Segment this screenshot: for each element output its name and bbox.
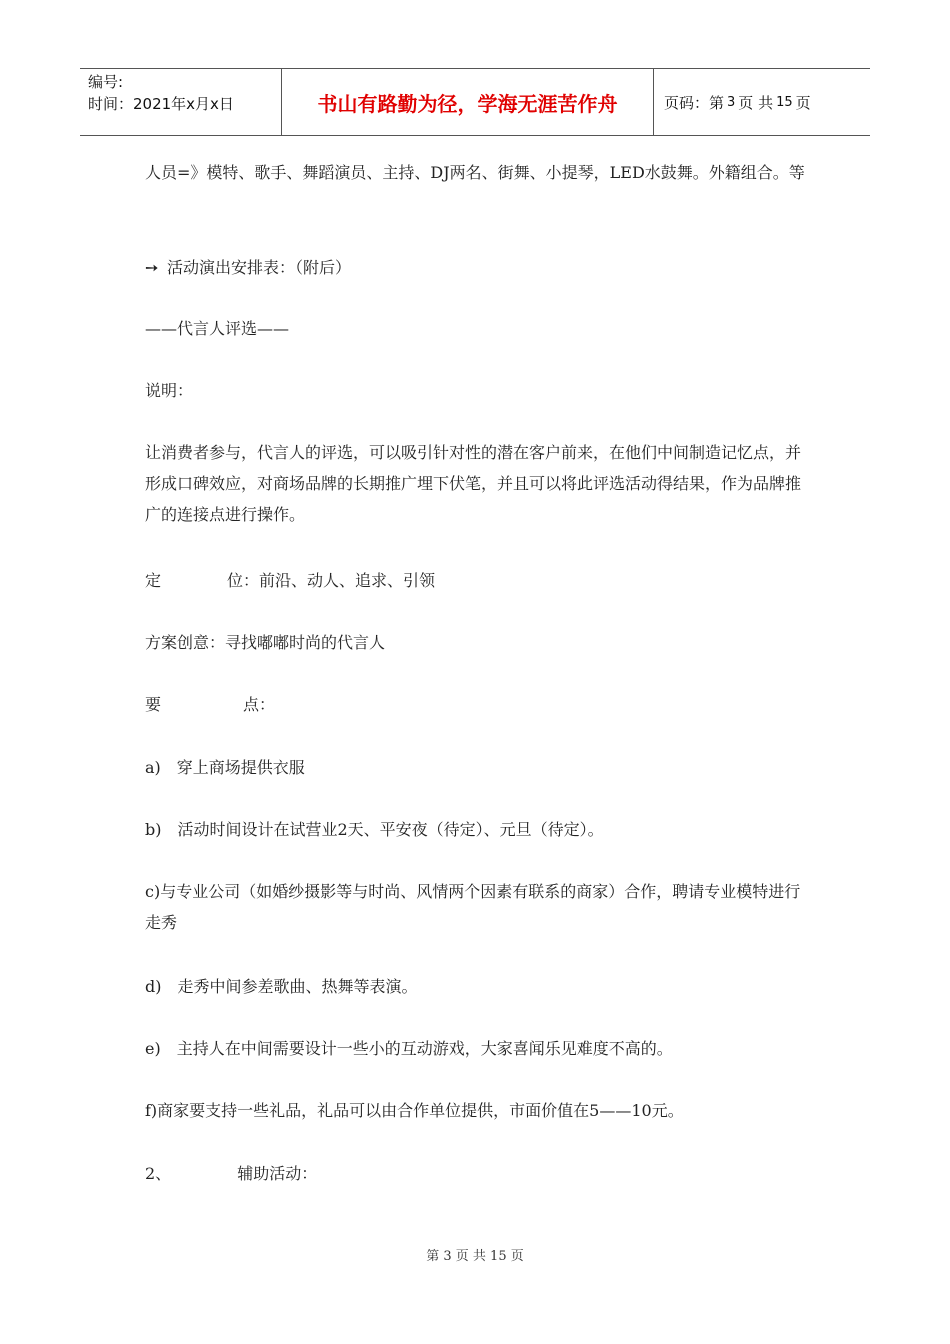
- list-item: a) 穿上商场提供衣服: [145, 758, 305, 777]
- explanation-label: 说明：: [145, 381, 194, 400]
- list-item: e) 主持人在中间需要设计一些小的互动游戏，大家喜闻乐见难度不高的。: [145, 1039, 673, 1058]
- key-points-label: [145, 689, 815, 720]
- page-mid-label: 页 共: [738, 93, 774, 112]
- header-meta: [80, 69, 282, 135]
- page-total: 15: [776, 94, 793, 110]
- explanation-paragraph: 让消费者参与，代言人的评选，可以吸引针对性的潜在客户前来，在他们中间制造记忆点，并形成口碑效应，对商场品牌的长期推广埋下伏笔，并且可以将此评选活动得结果，作为品牌推广的连接点进行操作。: [145, 443, 802, 524]
- page-footer: 第 3 页 共 15 页: [426, 1249, 524, 1264]
- positioning-line: [145, 565, 815, 596]
- section-heading: ——代言人评选——: [145, 319, 290, 338]
- schedule-line: [145, 252, 815, 283]
- list-item: c)与专业公司（如婚纱摄影等与时尚、风情两个因素有联系的商家）合作，聘请专业模特进行走秀: [145, 882, 801, 932]
- auxiliary-number: 2、: [145, 1164, 172, 1183]
- positioning-label-start: 定: [145, 571, 162, 590]
- page-number: 3: [727, 94, 736, 110]
- header-page-info: [654, 69, 870, 135]
- header-motto: 书山有路勤为径，学海无涯苦作舟: [282, 69, 654, 135]
- creative-line: 方案创意：寻找嘟嘟时尚的代言人: [145, 633, 386, 652]
- list-item: f)商家要支持一些礼品，礼品可以由合作单位提供，市面价值在5——10元。: [145, 1101, 684, 1120]
- key-points-label-start: 要: [145, 695, 162, 714]
- positioning-text: 位：前沿、动人、追求、引领: [227, 571, 436, 590]
- list-item: b) 活动时间设计在试营业2天、平安夜（待定）、元旦（待定）。: [145, 820, 604, 839]
- list-item: d) 走秀中间参差歌曲、热舞等表演。: [145, 977, 418, 996]
- auxiliary-heading: [145, 1158, 815, 1189]
- document-number-label: 编号:: [88, 73, 124, 91]
- schedule-text: 活动演出安排表：（附后）: [167, 258, 352, 277]
- page-header: [80, 68, 870, 136]
- document-date: 时间：2021年x月x日: [88, 95, 234, 113]
- page-label: 页码：第: [664, 93, 725, 112]
- page-end-label: 页: [795, 93, 811, 112]
- auxiliary-label: 辅助活动：: [237, 1164, 318, 1183]
- key-points-label-end: 点：: [243, 695, 276, 714]
- performers-paragraph: 人员=》模特、歌手、舞蹈演员、主持、DJ两名、街舞、小提琴，LED水鼓舞。外籍组合。等: [145, 163, 805, 182]
- arrow-icon: ➙: [145, 258, 159, 277]
